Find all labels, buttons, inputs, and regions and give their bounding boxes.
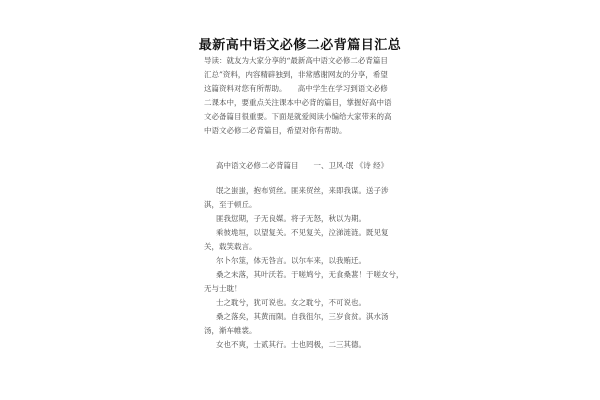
intro-paragraph: [204, 54, 404, 138]
poem-line: 尔卜尔筮，体无咎言。以尔车来，以我贿迁。: [216, 256, 366, 265]
poem-line: 女也不爽，士贰其行。士也罔极，二三其德。: [216, 340, 366, 349]
poem-line: 氓之蚩蚩，抱布贸丝。匪来贸丝，来即我谋。送子涉: [216, 186, 389, 195]
poem-line: 士之耽兮，犹可说也。女之耽兮，不可说也。: [216, 298, 366, 307]
document-title: 最新高中语文必修二必背篇目汇总: [198, 38, 402, 53]
poem-line: 乘彼垝垣，以望复关。不见复关，泣涕涟涟。既见复: [216, 228, 389, 237]
poem-line: 桑之落矣，其黄而陨。自我徂尔，三岁食贫。淇水汤: [216, 312, 389, 321]
intro-line: 文必备篇目很重要。下面是就爱阅读小编给大家带来的高: [204, 112, 392, 121]
intro-line: 这篇资料对您有所帮助。 高中学生在学习到语文必修: [204, 84, 388, 93]
poem-line: 匪我愆期，子无良媒。将子无怒，秋以为期。: [216, 214, 366, 223]
section-heading-text: 高中语文必修二必背篇目 一、卫风·氓 《诗 经》: [216, 161, 389, 170]
intro-line: 二课本中，要重点关注课本中必背的篇目，掌握好高中语: [204, 98, 392, 107]
intro-line: 导读：就友为大家分享的“最新高中语文必修二必背篇目: [204, 56, 388, 65]
poem-line: 桑之未落，其叶沃若。于嗟鸠兮，无食桑葚！于嗟女兮，: [216, 270, 404, 279]
poem-line: 无与士耽！: [204, 284, 242, 293]
poem-line: 关，载笑载言。: [204, 242, 257, 251]
intro-line: 汇总”资料，内容精辟独到，非常感谢网友的分享，希望: [204, 70, 388, 79]
poem-body: [204, 184, 404, 352]
intro-line: 中语文必修二必背篇目，希望对你有帮助。: [204, 126, 347, 135]
poem-line: 淇，至于顿丘。: [204, 200, 257, 209]
section-heading: [204, 159, 404, 173]
poem-line: 汤，渐车帷裳。: [204, 326, 257, 335]
